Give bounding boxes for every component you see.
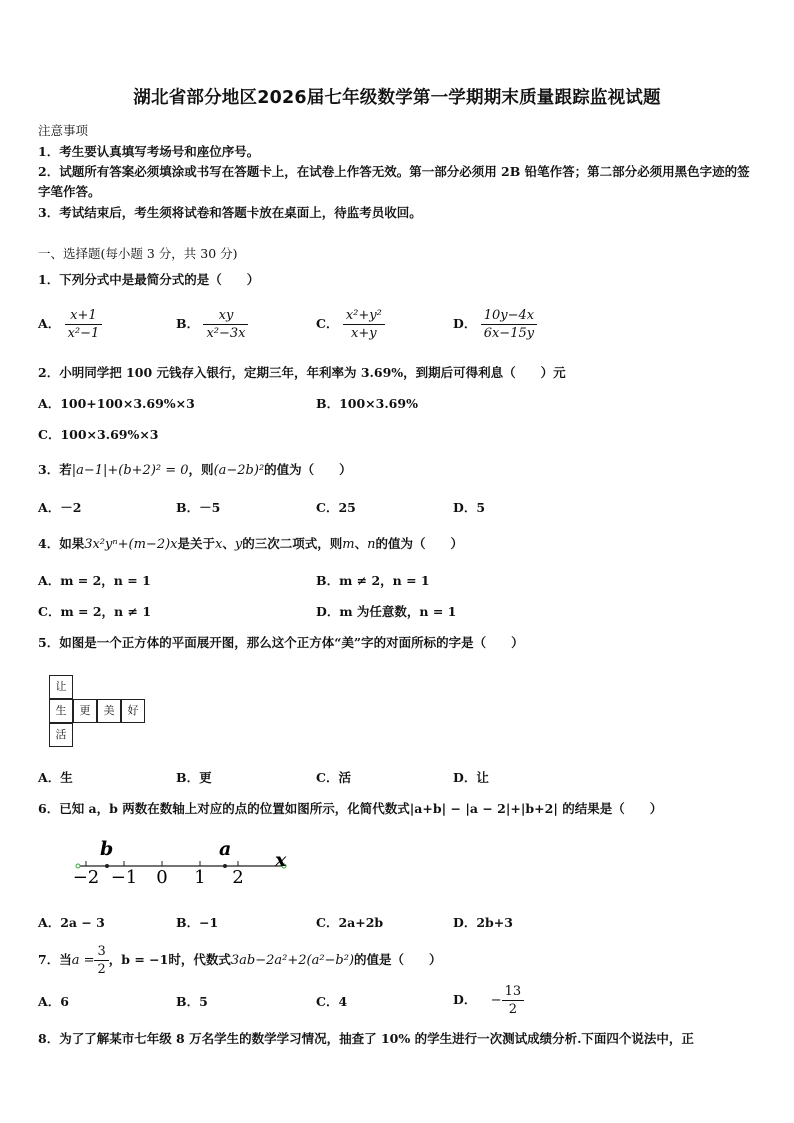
tick-label: −1 [110,867,138,888]
tick-label: 1 [194,867,206,888]
q4-variable: m [342,537,355,552]
q3-stem-part: 的值为（ ） [264,462,352,477]
notice-item-2: 2．试题所有答案必须填涂或书写在答题卡上，在试卷上作答无效。第一部分必须用 2B 铅笔作答；第二部分必须用黑色字迹的签字笔作答。 [38,164,750,199]
q3-option-d[interactable]: D．5 [453,500,486,515]
point-a [223,864,227,868]
label-x: x [275,849,287,871]
q3-option-b[interactable]: B．－5 [176,500,221,515]
q1-option-c[interactable] [316,307,385,342]
q6-option-b[interactable]: B．−1 [176,915,219,930]
option-label: A． [38,316,61,331]
fraction-numerator: 3 [94,943,108,961]
q1-option-b[interactable] [176,307,248,342]
fraction-denominator: 2 [97,962,106,977]
option-label: B． [176,316,200,331]
q4-stem-part: 的三次二项式，则 [242,536,343,551]
q3-option-c[interactable]: C．25 [316,500,356,515]
q4-stem [38,535,463,554]
q4-separator: 、 [222,536,235,551]
q8-stem: 8．为了了解某市七年级 8 万名学生的数学学习情况，抽查了 10% 的学生进行一次测试成绩分析.下面四个说法中，正 [38,1031,694,1046]
q3-option-a[interactable]: A．－2 [38,500,82,515]
notice-item-1: 1．考生要认真填写考场号和座位序号。 [38,144,260,159]
q5-option-b[interactable]: B．更 [176,770,212,785]
net-cell-huo: 活 [49,723,73,747]
q7-option-a[interactable]: A．6 [38,994,69,1009]
fraction-denominator: 2 [508,1002,518,1017]
q3-stem [38,461,352,480]
q4-option-b[interactable]: B．m ≠ 2，n = 1 [316,573,430,588]
q7-stem-part: ，b = −1时，代数式 [108,952,231,967]
q6-option-c[interactable]: C．2a+2b [316,915,384,930]
q3-stem-part: 3．若 [38,462,72,477]
q4-option-d[interactable]: D．m 为任意数，n = 1 [316,604,457,619]
q5-option-a[interactable]: A．生 [38,770,73,785]
net-cell-rang: 让 [49,675,73,699]
q7-stem [38,942,442,979]
q2-option-a[interactable]: A．100+100×3.69%×3 [38,396,195,411]
fraction [65,307,103,342]
q4-variable: n [367,537,376,552]
q5-option-d[interactable]: D．让 [453,770,489,785]
tick-label: 0 [156,867,168,888]
q4-separator: 、 [354,536,368,551]
q5-stem: 5．如图是一个正方体的平面展开图，那么这个正方体“美”字的对面所标的字是（ ） [38,635,524,650]
net-cell-mei: 美 [97,699,121,723]
q7-option-c[interactable]: C．4 [316,994,348,1009]
net-cell-geng: 更 [73,699,97,723]
option-label: D． [453,316,477,331]
q2-option-c[interactable]: C．100×3.69%×3 [38,427,159,442]
fraction-denominator: 6x−15y [483,326,535,341]
q2-option-b[interactable]: B．100×3.69% [316,396,418,411]
option-label: D． [453,992,477,1007]
fraction-numerator: xy [203,307,248,325]
q2-stem: 2．小明同学把 100 元钱存入银行，定期三年，年利率为 3.69%，到期后可得利息（ ）元 [38,365,566,380]
fraction-numerator: 10y−4x [481,307,537,325]
number-line-figure [68,834,298,890]
page-title: 湖北省部分地区2026届七年级数学第一学期期末质量跟踪监视试题 [133,88,661,108]
q7-expression: 3ab−2a²+2(a²−b²) [230,953,355,968]
point-b [105,864,109,868]
fraction [502,983,525,1018]
notice-item-3: 3．考试结束后，考生须将试卷和答题卡放在桌面上，待监考员收回。 [38,205,422,220]
tick-label: −2 [72,867,100,888]
q4-variable: x [215,537,223,552]
q1-stem: 1．下列分式中是最简分式的是（ ） [38,272,260,287]
fraction [94,943,108,978]
q7-option-d[interactable] [453,983,524,1018]
q5-option-c[interactable]: C．活 [316,770,351,785]
q4-option-c[interactable]: C．m = 2，n ≠ 1 [38,604,152,619]
q4-stem-part: 是关于 [177,536,216,551]
q4-stem-part: 4．如果 [38,536,85,551]
q4-option-a[interactable]: A．m = 2，n = 1 [38,573,151,588]
net-cell-hao: 好 [121,699,145,723]
label-a: a [219,838,232,860]
q3-equation: |a−1|+(b+2)² = 0 [71,463,189,478]
tick-label: 2 [232,867,244,888]
q4-polynomial: 3x²yⁿ+(m−2)x [84,537,178,552]
fraction [343,307,385,342]
fraction-numerator: x+1 [65,307,103,325]
q6-option-a[interactable]: A．2a − 3 [38,915,105,930]
fraction-numerator: x²+y² [343,307,385,325]
fraction [203,307,248,342]
q6-stem: 6．已知 a，b 两数在数轴上对应的点的位置如图所示，化简代数式|a+b| − |a − 2|+|b+2| 的结果是（ ） [38,801,663,816]
label-b: b [100,838,114,860]
fraction-numerator: 13 [502,983,525,1001]
q7-stem-part: 7．当 [38,952,72,967]
net-cell-sheng: 生 [49,699,73,723]
q6-option-d[interactable]: D．2b+3 [453,915,513,930]
fraction-denominator: x+y [351,326,377,341]
q7-stem-part: 的值是（ ） [354,952,442,967]
q1-option-d[interactable] [453,307,537,342]
q3-expression: (a−2b)² [213,463,265,478]
q7-a-equals: a = [71,953,95,968]
fraction-denominator: x²−1 [67,326,100,341]
section-heading: 一、选择题(每小题 3 分，共 30 分) [38,246,238,261]
q4-stem-part: 的值为（ ） [375,536,463,551]
fraction-denominator: x²−3x [206,326,246,341]
q3-stem-part: ，则 [188,462,214,477]
minus-sign: − [490,993,502,1008]
fraction [481,307,537,342]
q7-option-b[interactable]: B．5 [176,994,208,1009]
q1-option-a[interactable] [38,307,102,342]
q4-variable: y [234,537,243,552]
option-label: C． [316,316,339,331]
notice-heading: 注意事项 [38,123,89,138]
